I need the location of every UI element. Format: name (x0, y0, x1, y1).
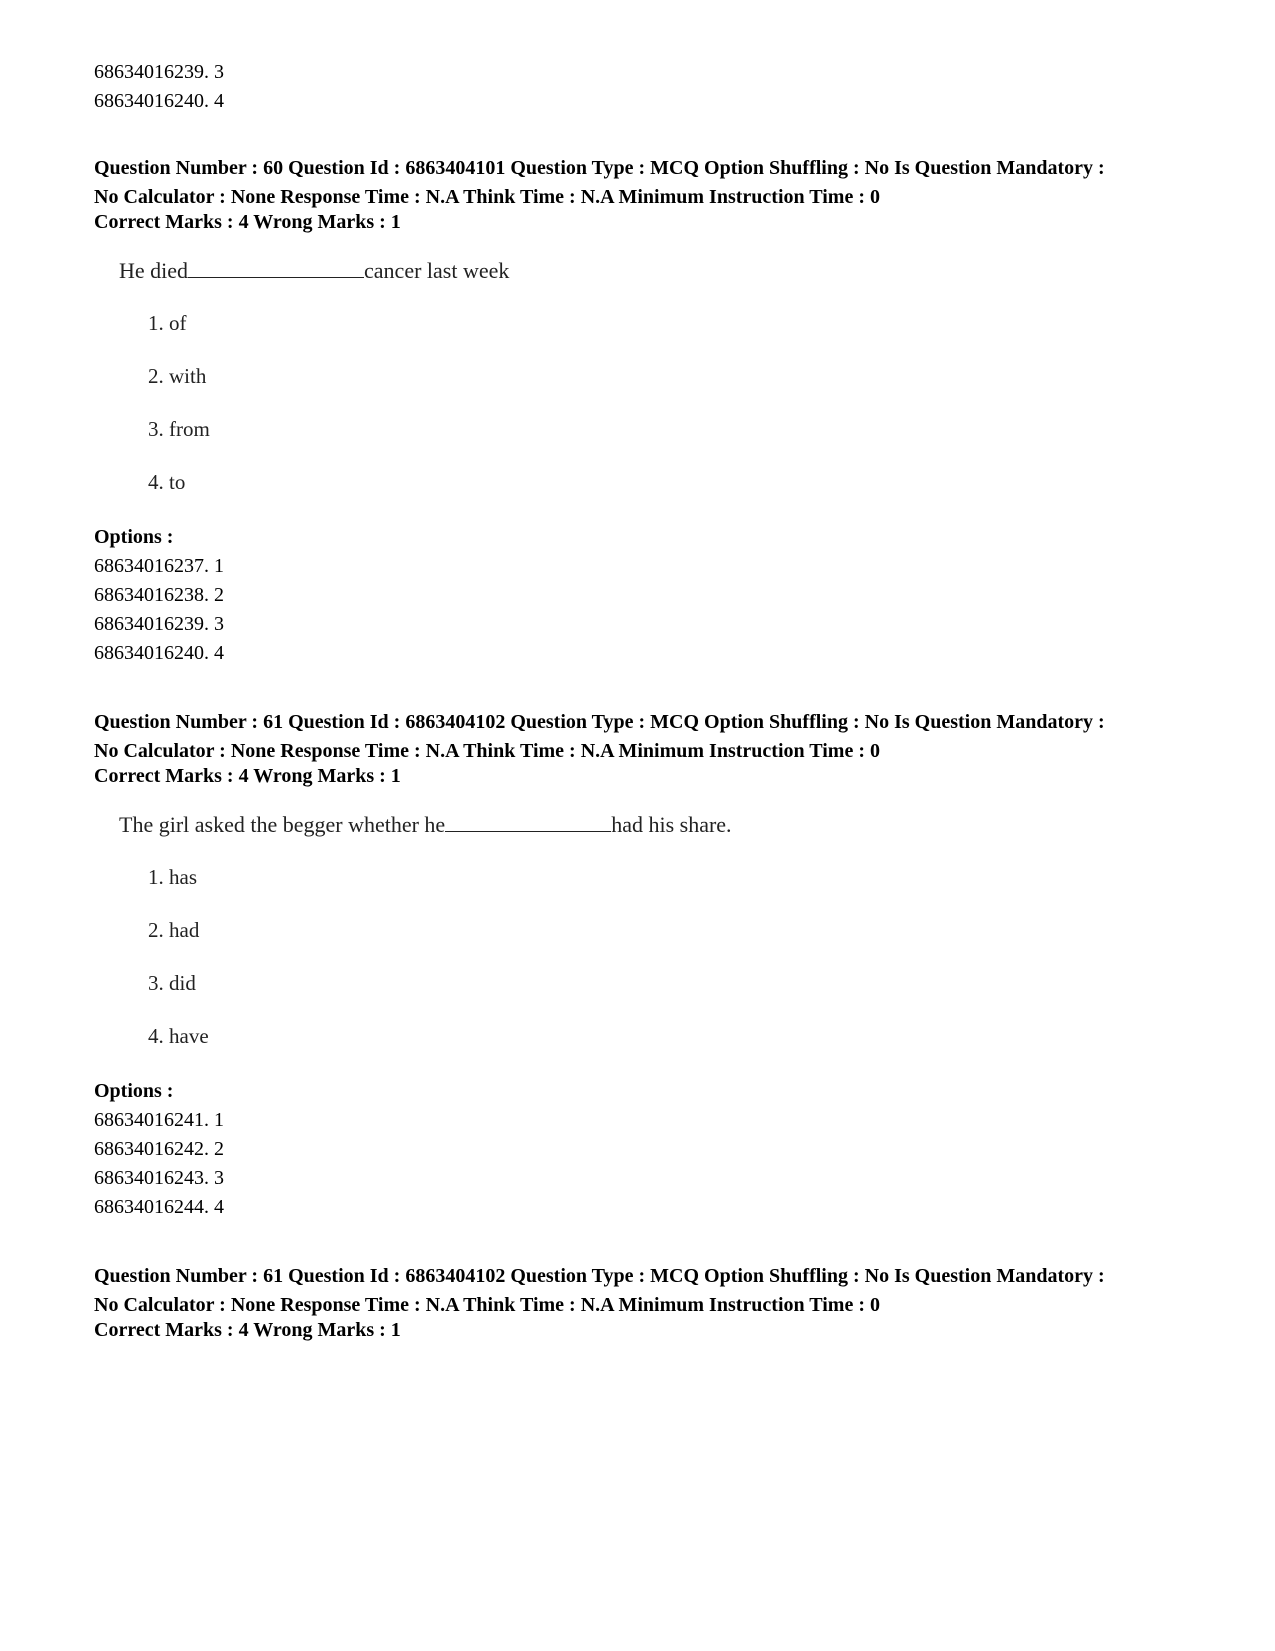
answer-choice: 4. to (148, 470, 186, 494)
question-meta-line: Question Number : 60 Question Id : 6863404101 Question Type : MCQ Option Shuffling : No Is Question Mandatory : (94, 157, 1105, 179)
question-marks (94, 208, 1224, 237)
top-options-list (94, 58, 1224, 116)
question-meta-line: No Calculator : None Response Time : N.A Think Time : N.A Minimum Instruction Time : 0 (94, 186, 880, 208)
option-line: 68634016242. 2 (94, 1138, 224, 1160)
options-section (94, 523, 1224, 668)
stem-text-before: The girl asked the begger whether he (119, 812, 446, 837)
option-line: 68634016240. 4 (94, 642, 224, 664)
option-line: 68634016244. 4 (94, 1196, 224, 1218)
question-meta-line: No Calculator : None Response Time : N.A Think Time : N.A Minimum Instruction Time : 0 (94, 1294, 880, 1316)
option-line: 68634016237. 1 (94, 555, 224, 577)
answer-choice: 3. did (148, 971, 196, 995)
marks-line: Correct Marks : 4 Wrong Marks : 1 (94, 765, 401, 787)
options-section (94, 1077, 1224, 1222)
answer-choice: 4. have (148, 1024, 209, 1048)
question-header (94, 154, 1224, 212)
question-meta-line: Question Number : 61 Question Id : 6863404102 Question Type : MCQ Option Shuffling : No Is Question Mandatory : (94, 711, 1105, 733)
stem-text-after: cancer last week (364, 258, 510, 283)
answer-choice: 1. has (148, 865, 197, 889)
answer-choice: 2. had (148, 918, 200, 942)
option-line: 68634016238. 2 (94, 584, 224, 606)
option-line: 68634016239. 3 (94, 613, 224, 635)
options-label: Options : (94, 1080, 174, 1102)
answer-choice: 2. with (148, 364, 207, 388)
answer-choice: 1. of (148, 311, 187, 335)
stem-text-after: had his share. (611, 812, 732, 837)
question-stem (119, 812, 732, 838)
question-header (94, 1262, 1224, 1320)
question-meta-line: No Calculator : None Response Time : N.A Think Time : N.A Minimum Instruction Time : 0 (94, 740, 880, 762)
options-label: Options : (94, 526, 174, 548)
question-meta-line: Question Number : 61 Question Id : 6863404102 Question Type : MCQ Option Shuffling : No Is Question Mandatory : (94, 1265, 1105, 1287)
marks-line: Correct Marks : 4 Wrong Marks : 1 (94, 1319, 401, 1341)
option-line: 68634016241. 1 (94, 1109, 224, 1131)
question-marks (94, 762, 1224, 791)
option-line: 68634016243. 3 (94, 1167, 224, 1189)
question-stem (119, 258, 509, 284)
option-line: 68634016240. 4 (94, 90, 224, 112)
fill-in-blank (445, 830, 611, 832)
fill-in-blank (188, 276, 364, 278)
question-marks (94, 1316, 1224, 1345)
marks-line: Correct Marks : 4 Wrong Marks : 1 (94, 211, 401, 233)
answer-choice: 3. from (148, 417, 210, 441)
question-header (94, 708, 1224, 766)
option-line: 68634016239. 3 (94, 61, 224, 83)
stem-text-before: He died (119, 258, 189, 283)
